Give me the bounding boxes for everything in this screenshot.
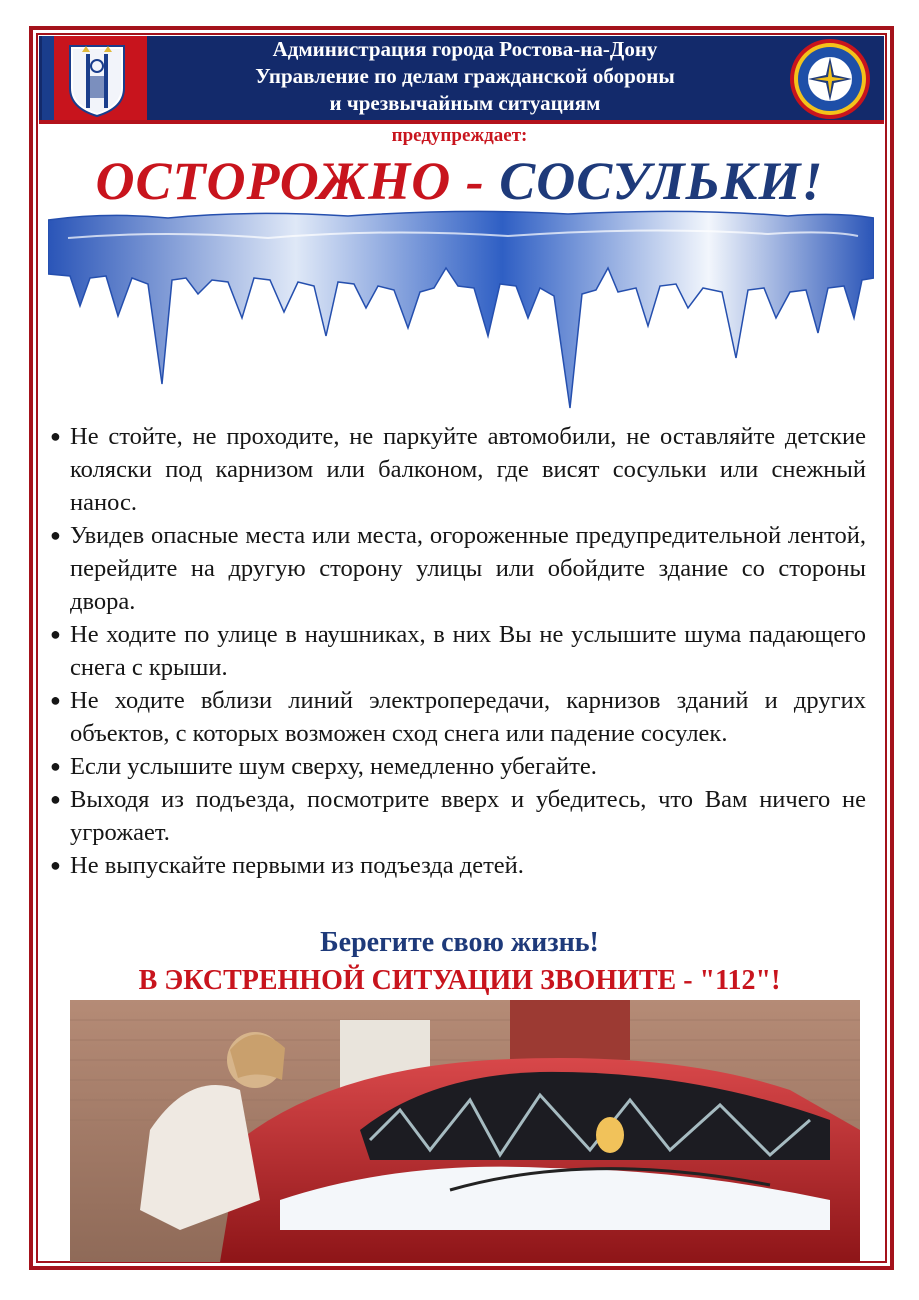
tip-item <box>48 420 866 519</box>
tip-item <box>48 684 866 750</box>
save-your-life-text: Берегите свою жизнь! <box>320 927 599 958</box>
header-line-3: и чрезвычайным ситуациям <box>329 91 601 115</box>
tip-text: Не ходите по улице в наушниках, в них Вы не услышите шума падающего снега с крыши. <box>70 621 866 681</box>
coat-of-arms-image <box>42 36 147 120</box>
header-text <box>150 36 780 117</box>
bullet-icon: ● <box>50 855 61 875</box>
bullet-icon: ● <box>50 756 61 776</box>
tip-item <box>48 618 866 684</box>
bullet-icon: ● <box>50 789 61 809</box>
tip-text: Не ходите вблизи линий электропередачи, карнизов зданий и других объектов, с которых возможен сход снега или падение сосулек. <box>70 687 866 747</box>
poster-headline <box>0 148 919 214</box>
emergency-call-text: В ЭКСТРЕННОЙ СИТУАЦИИ ЗВОНИТЕ - "112"! <box>138 965 781 996</box>
tip-item <box>48 750 866 783</box>
tip-text: Если услышите шум сверху, немедленно убегайте. <box>70 753 597 780</box>
headline-part-1: ОСТОРОЖНО - <box>95 151 500 211</box>
tip-item <box>48 783 866 849</box>
bullet-icon: ● <box>50 690 61 710</box>
warns-label: предупреждает: <box>391 125 528 146</box>
tip-item <box>48 519 866 618</box>
bullet-icon: ● <box>50 426 61 446</box>
tip-text: Выходя из подъезда, посмотрите вверх и убедитесь, что Вам ничего не угрожает. <box>70 786 866 846</box>
civil-defense-emblem-image <box>784 38 876 120</box>
icicles-illustration <box>48 208 874 418</box>
header-line-2: Управление по делам гражданской обороны <box>255 64 675 88</box>
safety-tips-list <box>48 420 866 882</box>
tip-text: Увидев опасные места или места, огороженные предупредительной лентой, перейдите на другую сторону улицы или обойдите здание со стороны двора. <box>70 522 866 615</box>
damaged-car-photo <box>70 1000 860 1262</box>
bullet-icon: ● <box>50 525 61 545</box>
tip-text: Не стойте, не проходите, не паркуйте автомобили, не оставляйте детские коляски под карнизом или балконом, где висят сосульки или снежный нанос. <box>70 423 866 516</box>
tip-text: Не выпускайте первыми из подъезда детей. <box>70 852 524 879</box>
header-line-1: Администрация города Ростова-на-Дону <box>272 37 658 61</box>
headline-part-2: СОСУЛЬКИ! <box>499 151 824 211</box>
tip-item <box>48 849 866 882</box>
bullet-icon: ● <box>50 624 61 644</box>
